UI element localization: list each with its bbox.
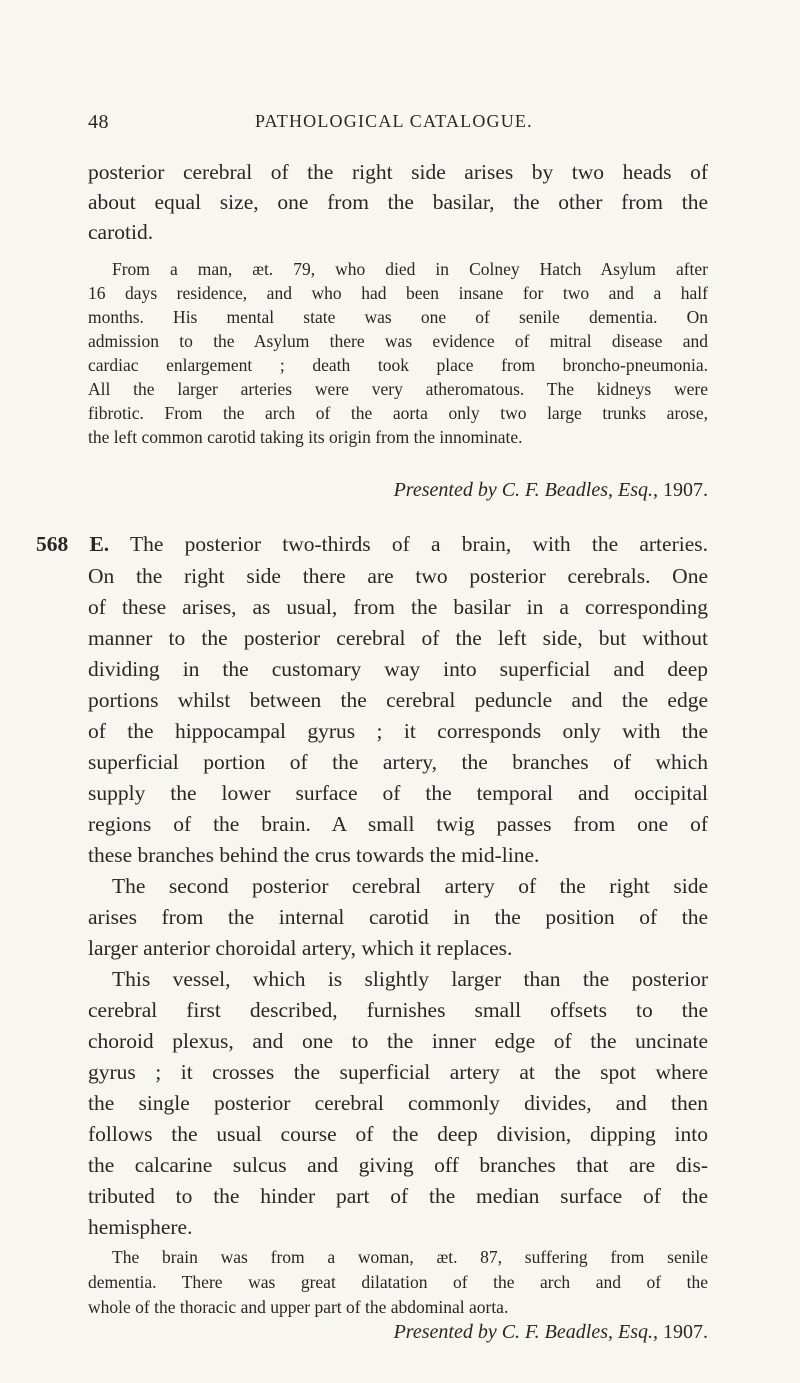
text-line: these branches behind the crus towards the mid-line. — [88, 843, 540, 867]
entry-id: 568 E. — [36, 532, 110, 556]
text-line: fibrotic. From the arch of the aorta only two large trunks arose, — [88, 403, 708, 423]
text-line: supply the lower surface of the temporal and occipital — [88, 781, 708, 805]
text-line: dementia. There was great dilatation of the arch and of the — [88, 1272, 708, 1292]
entry-title: The posterior two-thirds of a brain, with the arteries. — [130, 532, 708, 556]
text-line: tributed to the hinder part of the median surface of the — [88, 1184, 708, 1208]
text-line: cerebral first described, furnishes small offsets to the — [88, 998, 708, 1022]
text-line: manner to the posterior cerebral of the left side, but without — [88, 626, 708, 650]
text-line: the calcarine sulcus and giving off branches that are dis- — [88, 1153, 708, 1177]
text-line: portions whilst between the cerebral peduncle and the edge — [88, 688, 708, 712]
text-line: arises from the internal carotid in the position of the — [88, 905, 708, 929]
text-line: follows the usual course of the deep division, dipping into — [88, 1122, 708, 1146]
text-line: All the larger arteries were very atheromatous. The kidneys were — [88, 379, 708, 399]
running-title: PATHOLOGICAL CATALOGUE. — [255, 111, 533, 131]
text-line: superficial portion of the artery, the branches of which — [88, 750, 708, 774]
presented-by-year: 1907. — [663, 479, 708, 501]
entry-first-line — [36, 532, 708, 557]
presented-by-donor: Presented by C. F. Beadles, Esq., — [393, 1321, 658, 1343]
text-line: gyrus ; it crosses the superficial artery at the spot where — [88, 1060, 708, 1084]
page-number: 48 — [88, 111, 109, 133]
text-line: On the right side there are two posterior cerebrals. One — [88, 564, 708, 588]
text-line: dividing in the customary way into superficial and deep — [88, 657, 708, 681]
text-line: carotid. — [88, 220, 154, 244]
text-line: From a man, æt. 79, who died in Colney Hatch Asylum after — [112, 259, 708, 279]
presented-by-year: 1907. — [663, 1321, 708, 1343]
text-line: whole of the thoracic and upper part of the abdominal aorta. — [88, 1297, 509, 1317]
text-line: admission to the Asylum there was evidence of mitral disease and — [88, 331, 708, 351]
text-line: larger anterior choroidal artery, which it replaces. — [88, 936, 513, 960]
text-line: the left common carotid taking its origin from the innominate. — [88, 427, 523, 447]
text-line: the single posterior cerebral commonly divides, and then — [88, 1091, 708, 1115]
text-line: choroid plexus, and one to the inner edge of the uncinate — [88, 1029, 708, 1053]
text-line: of these arises, as usual, from the basilar in a corresponding — [88, 595, 708, 619]
text-line: hemisphere. — [88, 1215, 193, 1239]
text-line: of the hippocampal gyrus ; it corresponds only with the — [88, 719, 708, 743]
text-line: cardiac enlargement ; death took place from broncho-pneumonia. — [88, 355, 708, 375]
presented-by — [394, 479, 708, 502]
text-line: about equal size, one from the basilar, the other from the — [88, 190, 708, 214]
text-line: 16 days residence, and who had been insane for two and a half — [88, 283, 708, 303]
presented-by — [394, 1321, 708, 1344]
text-line: regions of the brain. A small twig passes from one of — [88, 812, 708, 836]
text-line: This vessel, which is slightly larger than the posterior — [112, 967, 708, 991]
presented-by-donor: Presented by C. F. Beadles, Esq., — [393, 479, 658, 501]
page-header — [88, 111, 718, 141]
text-line: posterior cerebral of the right side arises by two heads of — [88, 160, 708, 184]
text-line: The brain was from a woman, æt. 87, suffering from senile — [112, 1247, 708, 1267]
text-line: months. His mental state was one of senile dementia. On — [88, 307, 708, 327]
text-line: The second posterior cerebral artery of the right side — [112, 874, 708, 898]
